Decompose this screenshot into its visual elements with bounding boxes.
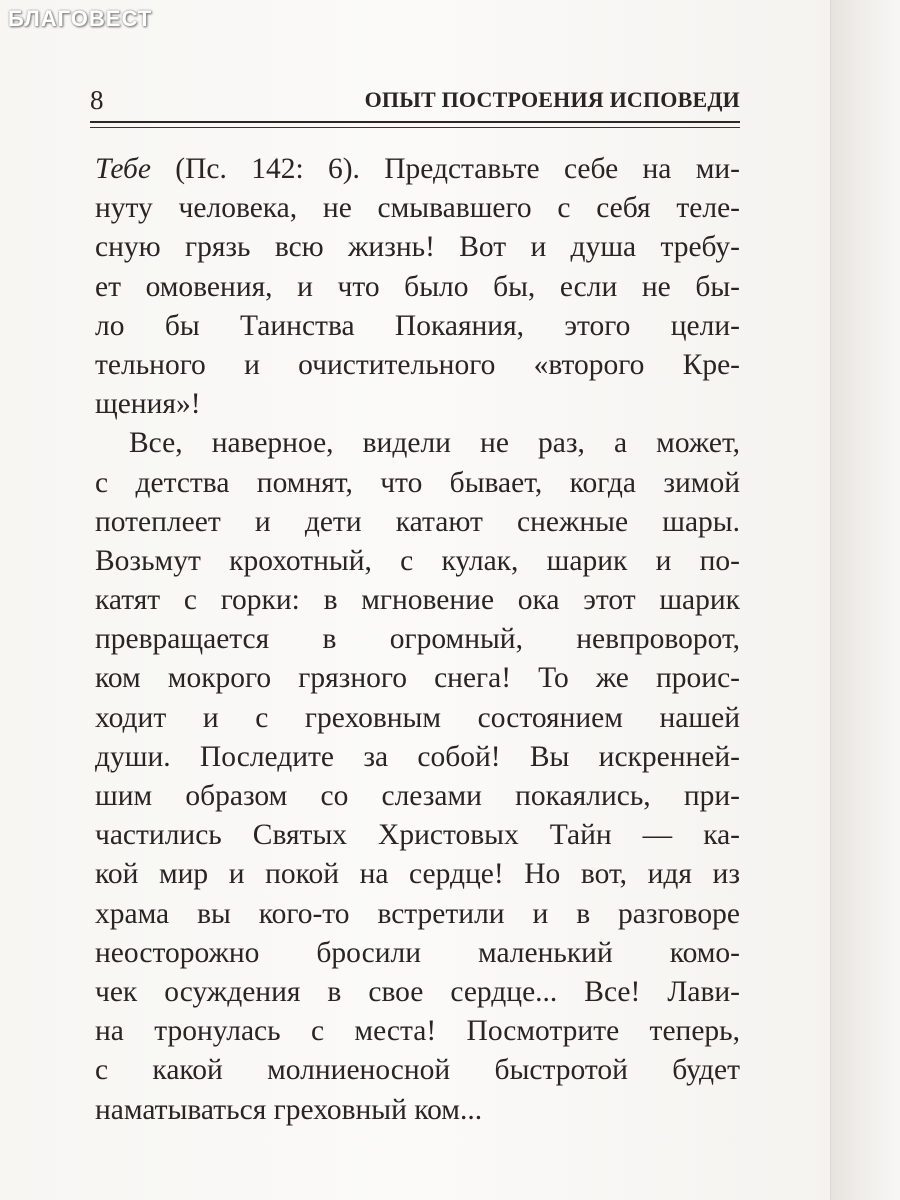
- text-line: потеплеет и дети катают снежные шары.: [95, 505, 740, 538]
- text-line: души. Последите за собой! Вы искренней-: [95, 740, 740, 773]
- text-line: [95, 150, 740, 189]
- text-line: сную грязь всю жизнь! Вот и душа требу-: [95, 231, 740, 264]
- text-line: кой мир и покой на сердце! Но вот, идя из: [95, 858, 740, 891]
- page-number: 8: [90, 85, 104, 115]
- text-line: наматываться греховный ком...: [95, 1093, 483, 1126]
- text-line: чек осуждения в свое сердце... Все! Лави-: [95, 975, 740, 1008]
- text-line: ло бы Таинства Покаяния, этого цели-: [95, 309, 740, 342]
- text-line: нуту человека, не смывавшего с себя теле-: [95, 192, 740, 225]
- page-header: [90, 82, 740, 118]
- text-line: катят с горки: в мгновение ока этот шарик: [95, 584, 740, 617]
- text-line: Возьмут крохотный, с кулак, шарик и по-: [95, 544, 740, 577]
- text-line: превращается в огромный, невпроворот,: [95, 623, 740, 656]
- line-text: (Пс. 142: 6). Представьте себе на ми-: [150, 153, 740, 185]
- body-text: [95, 150, 740, 1130]
- text-line: частились Святых Христовых Тайн — ка-: [95, 819, 740, 852]
- text-line: с детства помнят, что бывает, когда зимой: [95, 466, 740, 499]
- text-line: храма вы кого-то встретили и в разговоре: [95, 897, 740, 930]
- text-line: неосторожно бросили маленький комо-: [95, 936, 740, 969]
- text-line: Все, наверное, видели не раз, а может,: [129, 427, 740, 460]
- running-title: ОПЫТ ПОСТРОЕНИЯ ИСПОВЕДИ: [364, 87, 740, 112]
- text-line: ходит и с греховным состоянием нашей: [95, 701, 740, 734]
- header-rule-thin: [90, 127, 740, 128]
- text-line: с какой молниеносной быстротой будет: [95, 1054, 740, 1087]
- text-line: тельного и очистительного «второго Кре-: [95, 348, 740, 381]
- header-rule-thick: [90, 121, 740, 123]
- text-line: на тронулась с места! Посмотрите теперь,: [95, 1015, 740, 1048]
- page-edge-shadow: [830, 0, 900, 1200]
- watermark-logo: БЛАГОВЕСТ: [8, 6, 153, 31]
- italic-citation-word: Тебе: [95, 153, 151, 185]
- text-line: ет омовения, и что было бы, если не бы-: [95, 270, 740, 303]
- text-line: ком мокрого грязного снега! То же проис-: [95, 662, 740, 695]
- text-line: щения»!: [95, 388, 201, 421]
- text-line: шим образом со слезами покаялись, при-: [95, 780, 740, 812]
